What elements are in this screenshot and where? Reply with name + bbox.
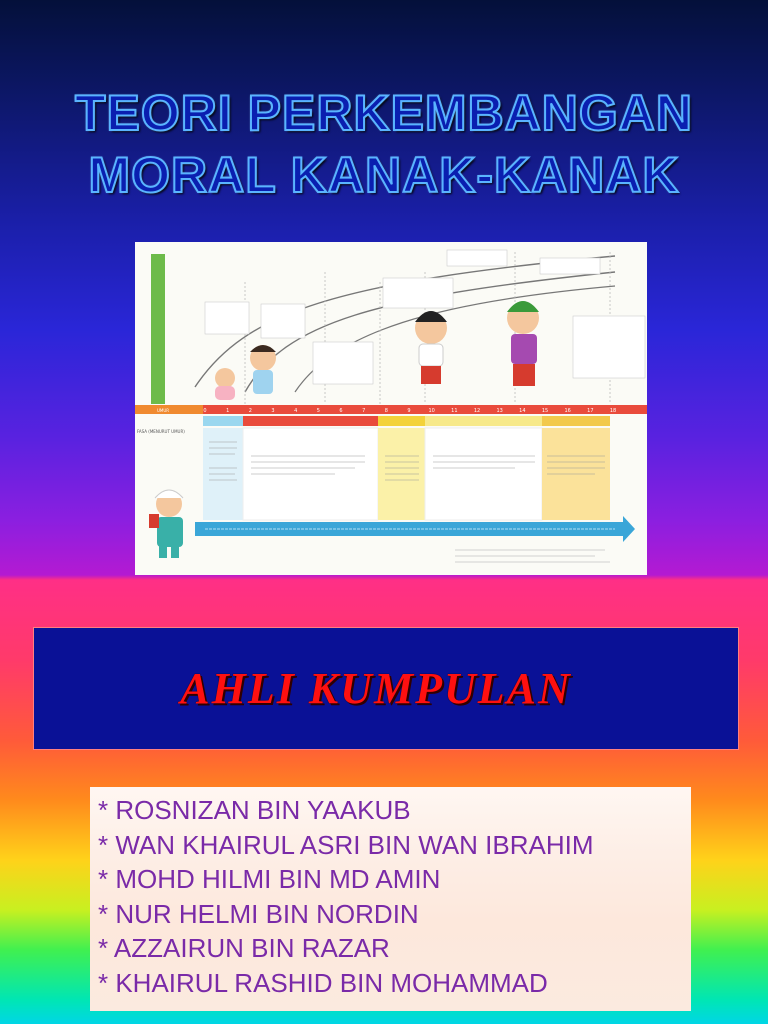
member-item: * WAN KHAIRUL ASRI BIN WAN IBRAHIM (98, 829, 594, 860)
slide-title (0, 82, 768, 206)
age-tick-label: 17 (587, 408, 594, 414)
age-tick-label: 18 (609, 408, 617, 414)
age-tick-label: 2 (248, 408, 252, 414)
age-tick-label: 14 (519, 408, 526, 414)
age-tick-label: 5 (316, 408, 320, 414)
age-tick-label: 16 (564, 408, 571, 414)
age-tick-label: 4 (294, 408, 298, 414)
member-item: * ROSNIZAN BIN YAAKUB (98, 795, 411, 825)
age-tick-label: 15 (541, 408, 549, 414)
slide-title-line-2: MORAL KANAK-KANAK (88, 147, 680, 203)
member-item: * MOHD HILMI BIN MD AMIN (98, 864, 441, 894)
members-list (90, 787, 691, 1011)
age-tick-label: 13 (496, 408, 503, 414)
mascot-figure (149, 490, 183, 558)
age-tick-label: 1 (226, 408, 230, 414)
development-infographic (135, 242, 647, 575)
group-banner-title: AHLI KUMPULAN (180, 664, 572, 713)
age-tick-label: 0 (203, 408, 207, 414)
infographic-drawing (135, 242, 647, 575)
age-tick-label: 10 (428, 408, 435, 414)
phase-band (203, 416, 610, 426)
child-figure-toddler (250, 345, 276, 394)
group-banner (33, 627, 739, 750)
age-tick-label: 9 (407, 408, 411, 414)
age-tick-label: 11 (451, 408, 458, 414)
member-item: * AZZAIRUN BIN RAZAR (98, 933, 390, 963)
age-tick-label: 6 (339, 408, 343, 414)
progress-arrow-head (623, 516, 635, 542)
timeline-label: UMUR (157, 408, 170, 413)
age-tick-label: 3 (271, 408, 275, 414)
slide-title-line-1: TEORI PERKEMBANGAN (74, 85, 694, 141)
age-tick-label: 7 (362, 408, 366, 414)
age-tick-label: 8 (384, 408, 388, 414)
y-axis-bar (151, 254, 165, 404)
child-figure-infant (215, 368, 235, 400)
member-item: * KHAIRUL RASHID BIN MOHAMMAD (98, 967, 548, 998)
footnote-lines (455, 550, 610, 562)
phase-row-label: FASA (MENURUT UMUR) (137, 429, 185, 434)
child-figure-teen (507, 301, 539, 386)
child-figure-boy (415, 311, 447, 384)
age-tick-label: 12 (473, 408, 481, 414)
member-item: * NUR HELMI BIN NORDIN (98, 898, 419, 929)
